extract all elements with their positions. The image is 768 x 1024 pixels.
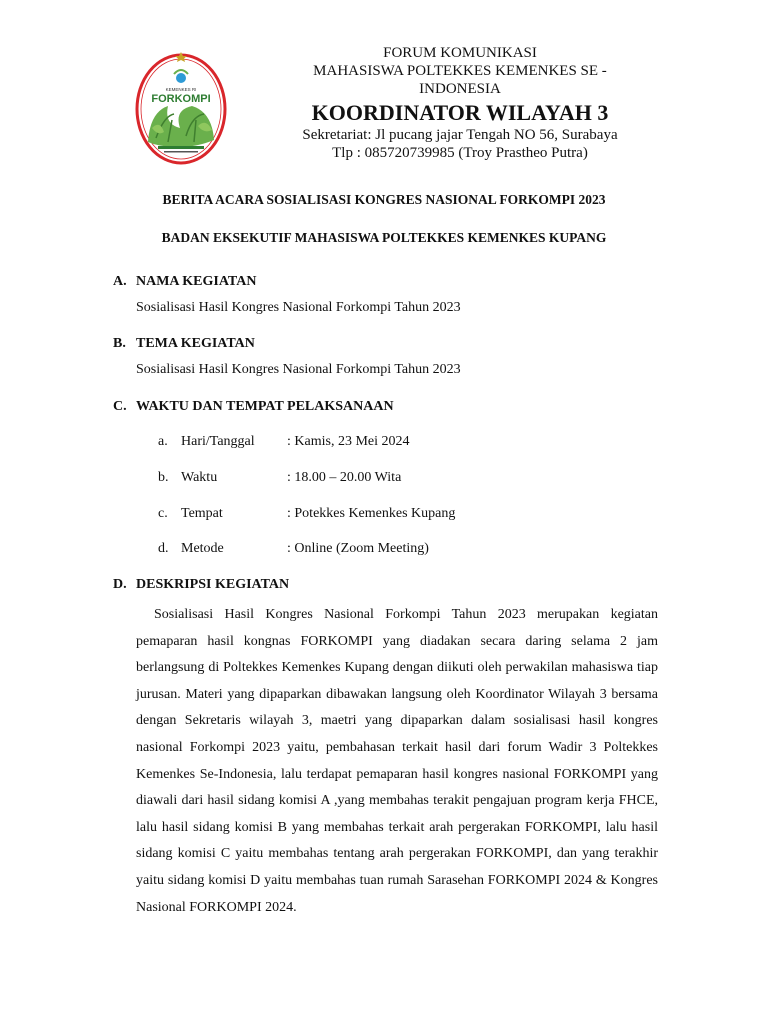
section-d-letter: D. [113, 577, 127, 592]
phone-contact: Tlp : 085720739985 (Troy Prastheo Putra) [332, 145, 588, 161]
schedule-item-value: : Kamis, 23 Mei 2024 [287, 434, 410, 449]
section-c-heading: WAKTU DAN TEMPAT PELAKSANAAN [136, 399, 394, 414]
section-a-heading: NAMA KEGIATAN [136, 274, 257, 289]
schedule-item-value: : 18.00 – 20.00 Wita [287, 470, 402, 485]
section-b-letter: B. [113, 336, 126, 351]
logo-name-text: FORKOMPI [151, 93, 211, 105]
secretariat-address: Sekretariat: Jl pucang jajar Tengah NO 56, Surabaya [302, 127, 618, 143]
section-d-heading: DESKRIPSI KEGIATAN [136, 577, 290, 592]
schedule-item-letter: c. [158, 506, 168, 521]
org-name-line3: INDONESIA [419, 81, 501, 97]
logo-top-text: KEMENKES RI [165, 87, 197, 92]
org-name-line1: FORUM KOMUNIKASI [383, 45, 537, 61]
schedule-item-label: Waktu [181, 470, 218, 485]
schedule-item-letter: b. [158, 470, 169, 485]
section-a-letter: A. [113, 274, 127, 289]
schedule-item-value: : Potekkes Kemenkes Kupang [287, 506, 456, 521]
document-subtitle: BADAN EKSEKUTIF MAHASISWA POLTEKKES KEMENKES KUPANG [161, 230, 607, 245]
org-name-line2: MAHASISWA POLTEKKES KEMENKES SE - [313, 63, 607, 79]
description-paragraph: Sosialisasi Hasil Kongres Nasional Forkompi Tahun 2023 merupakan kegiatan pemaparan hasil kongnas FORKOMPI yang diadakan secara daring selama 2 jam berlangsung di Poltekkes Kemenkes Kupang dengan diikuti oleh perwakilan mahasiswa tiap jurusan. Materi yang dipaparkan dibawakan langsung oleh Koordinator Wilayah 3 bersama dengan Sekretaris wilayah 3, maetri yang dipaparkan dalam sosialisasi hasil kongres nasional Forkompi 2023 yaitu, pembahasan terkait hasil dari forum Wadir 3 Poltekkes Kemenkes Se-Indonesia, lalu terdapat pemaparan hasil kongres nasional FORKOMPI yang diawali dari hasil sidang komisi A ,yang membahas terakit pengajuan program kerja FHCE, lalu hasil sidang komisi B yang membahas terkait arah pergerakan FORKOMPI, lalu hasil sidang komisi C yaitu membahas tentang arah pergerakan FORKOMPI, dan yang terakhir yaitu sidang komisi D yaitu membahas tuan rumah Sarasehan FORKOMPI 2024 & Kongres Nasional FORKOMPI 2024. [136, 607, 658, 915]
document-title: BERITA ACARA SOSIALISASI KONGRES NASIONAL FORKOMPI 2023 [162, 192, 606, 207]
schedule-item-value: : Online (Zoom Meeting) [287, 541, 429, 556]
section-b-text: Sosialisasi Hasil Kongres Nasional Forkompi Tahun 2023 [136, 362, 461, 377]
section-a-text: Sosialisasi Hasil Kongres Nasional Forkompi Tahun 2023 [136, 300, 461, 315]
schedule-item-label: Metode [181, 541, 224, 556]
coordinator-title: KOORDINATOR WILAYAH 3 [311, 100, 609, 125]
schedule-item-label: Hari/Tanggal [181, 434, 255, 449]
schedule-item-letter: d. [158, 541, 169, 556]
section-b-heading: TEMA KEGIATAN [136, 336, 255, 351]
schedule-item-label: Tempat [181, 506, 223, 521]
schedule-item-letter: a. [158, 434, 168, 449]
section-c-letter: C. [113, 399, 127, 414]
forkompi-logo [134, 50, 228, 166]
